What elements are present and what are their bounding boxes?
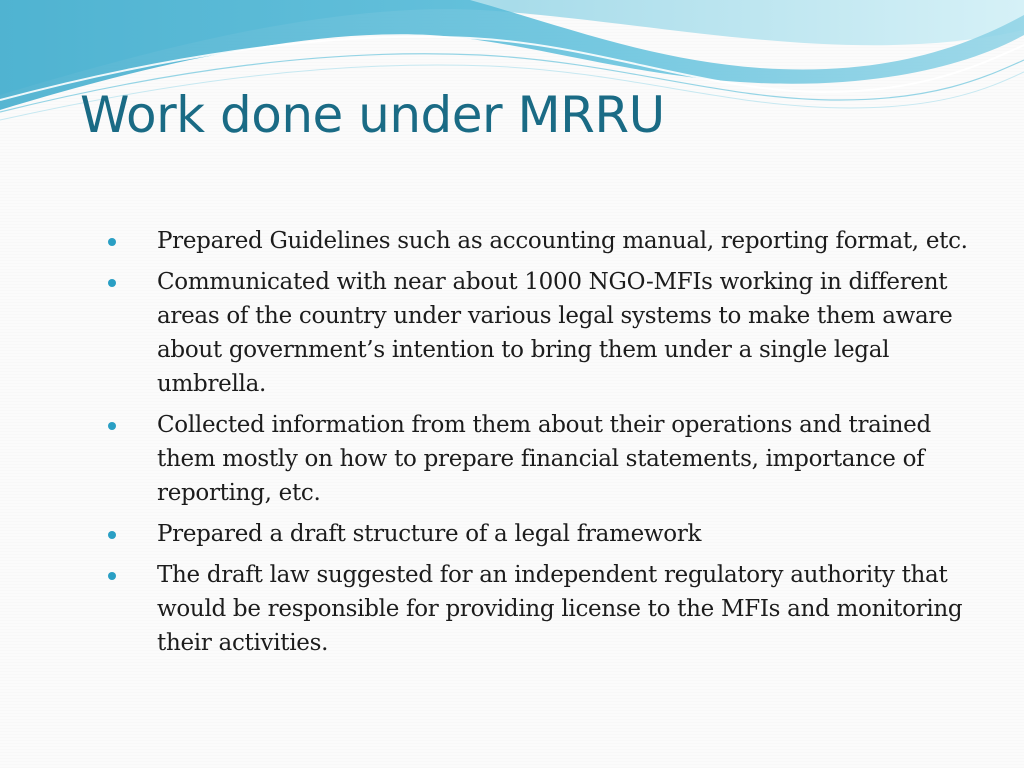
slide-title: Work done under MRRU <box>80 86 665 144</box>
bullet-dot-icon <box>108 572 116 580</box>
bullet-item <box>100 558 970 660</box>
bullet-text: The draft law suggested for an independent regulatory authority that would be responsible for providing license to the MFIs and monitoring their activities. <box>157 562 963 656</box>
bullet-dot-icon <box>108 422 116 430</box>
bullet-item <box>100 408 970 510</box>
bullet-text: Prepared a draft structure of a legal framework <box>157 521 702 547</box>
bullet-dot-icon <box>108 279 116 287</box>
bullet-text: Collected information from them about their operations and trained them mostly on how to prepare financial statements, importance of reporting, etc. <box>157 412 931 506</box>
bullet-dot-icon <box>108 238 116 246</box>
bullet-text: Prepared Guidelines such as accounting manual, reporting format, etc. <box>157 228 968 254</box>
bullet-text: Communicated with near about 1000 NGO-MFIs working in different areas of the country under various legal systems to make them aware about government’s intention to bring them under a single legal umbrella. <box>157 269 953 397</box>
bullet-item <box>100 224 970 258</box>
bullet-item <box>100 265 970 401</box>
bullet-list <box>100 224 970 667</box>
bullet-item <box>100 517 970 551</box>
bullet-dot-icon <box>108 531 116 539</box>
